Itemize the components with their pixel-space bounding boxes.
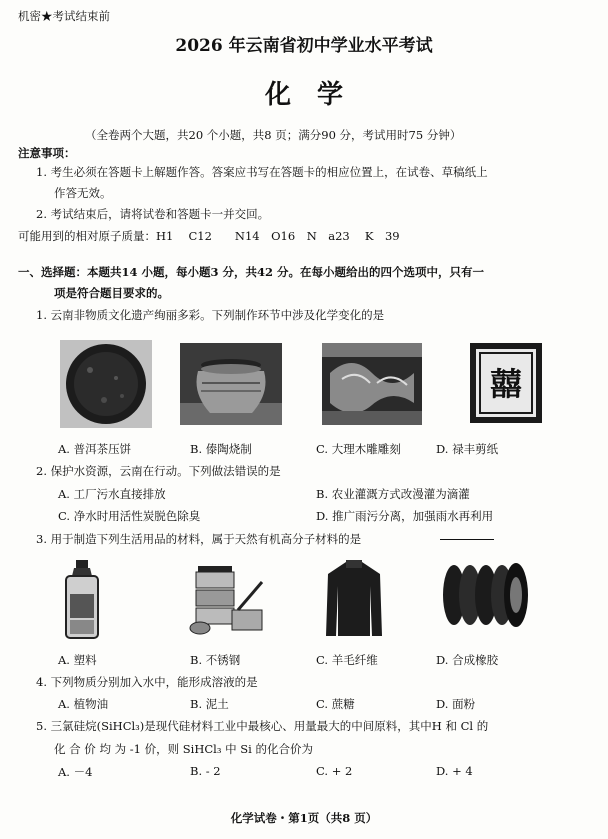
q4-option-d[interactable]: D. 面粉 [436, 697, 476, 711]
notes-heading: 注意事项： [18, 146, 76, 160]
page-footer: 化学试卷・第1页（共8 页） [230, 811, 378, 825]
q1-stem: 1. 云南非物质文化遗产绚丽多彩。下列制作环节中涉及化学变化的是 [36, 308, 385, 322]
papercut-character: 囍 [489, 365, 523, 403]
q3-option-b[interactable]: B. 不锈钢 [190, 653, 241, 667]
q1-option-c[interactable]: C. 大理木雕雕刻 [316, 442, 401, 456]
q2-stem: 2. 保护水资源，云南在行动。下列做法错误的是 [36, 464, 281, 478]
dai-pottery-image [180, 343, 282, 425]
q1-option-d[interactable]: D. 禄丰剪纸 [436, 442, 499, 456]
q2-option-d[interactable]: D. 推广雨污分离，加强雨水再利用 [316, 509, 494, 523]
tea-cake-image [60, 340, 152, 428]
exam-info: （全卷两个大题，共20 个小题，共8 页；满分90 分，考试用时75 分钟） [85, 128, 462, 142]
q5-option-b[interactable]: B. - 2 [190, 764, 221, 778]
plastic-bottle-image [60, 560, 104, 640]
q3-option-c[interactable]: C. 羊毛纤维 [316, 653, 378, 667]
exam-title: 2026 年云南省初中学业水平考试 [175, 36, 433, 56]
q2-option-c[interactable]: C. 净水时用活性炭脱色除臭 [58, 509, 201, 523]
paper-cut-image [470, 343, 542, 423]
section1-heading: 一、选择题：本题共14 小题，每小题3 分，共42 分。在每小题给出的四个选项中，只有一 [18, 265, 485, 279]
q5-option-c[interactable]: C. + 2 [316, 764, 353, 778]
q5-option-a[interactable]: A. －4 [58, 765, 93, 779]
section1-heading-cont: 项是符合题目要求的。 [54, 286, 169, 300]
steel-pots-image [186, 560, 266, 640]
rubber-tires-image [440, 560, 530, 630]
note-1-line-2: 作答无效。 [54, 186, 112, 200]
q4-stem: 4. 下列物质分别加入水中，能形成溶液的是 [36, 675, 258, 689]
note-1-line-1: 1. 考生必须在答题卡上解题作答。答案应书写在答题卡的相应位置上，在试卷、草稿纸上 [36, 165, 488, 179]
q4-option-a[interactable]: A. 植物油 [58, 697, 109, 711]
q3-option-d[interactable]: D. 合成橡胶 [436, 653, 499, 667]
q5-stem-line-1: 5. 三氯硅烷(SiHCl₃)是现代硅材料工业中最核心、用量最大的中间原料，其中H 和 Cl 的 [36, 719, 489, 733]
subject-title: 化 学 [264, 80, 343, 110]
q4-option-b[interactable]: B. 泥土 [190, 697, 229, 711]
wood-carving-image [322, 343, 422, 425]
atomic-mass-line: 可能用到的相对原子质量：H1 C12 N14 O16 N a23 K 39 [18, 229, 400, 243]
q3-option-a[interactable]: A. 塑料 [58, 653, 97, 667]
q1-option-a[interactable]: A. 普洱茶压饼 [58, 442, 132, 456]
answer-blank-line [440, 539, 494, 540]
q2-option-b[interactable]: B. 农业灌溉方式改漫灌为滴灌 [316, 487, 470, 501]
q1-option-b[interactable]: B. 傣陶烧制 [190, 442, 252, 456]
confidential-label: 机密★考试结束前 [18, 9, 110, 23]
q2-option-a[interactable]: A. 工厂污水直接排放 [58, 487, 166, 501]
q3-stem: 3. 用于制造下列生活用品的材料，属于天然有机高分子材料的是 [36, 532, 362, 546]
wool-sweater-image [326, 560, 382, 638]
q5-option-d[interactable]: D. + 4 [436, 764, 473, 778]
note-2: 2. 考试结束后，请将试卷和答题卡一并交回。 [36, 207, 270, 221]
q5-stem-line-2: 化 合 价 均 为 -1 价，则 SiHCl₃ 中 Si 的化合价为 [54, 742, 313, 756]
q4-option-c[interactable]: C. 蔗糖 [316, 697, 355, 711]
